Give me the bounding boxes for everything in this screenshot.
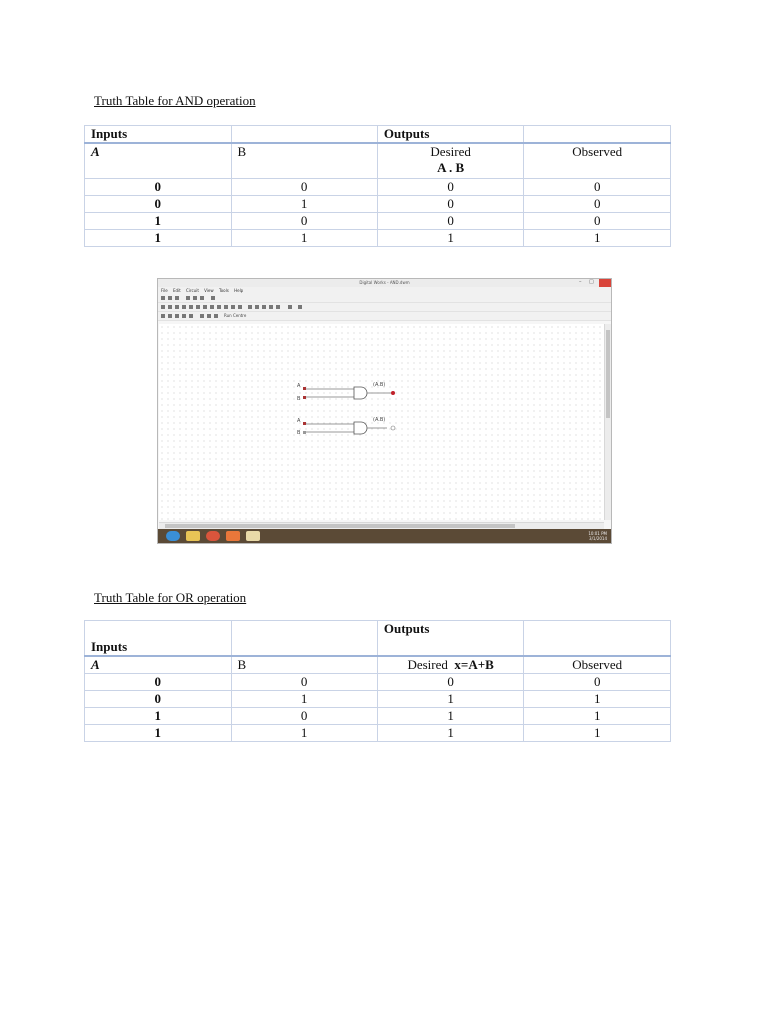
header-empty	[524, 621, 671, 657]
close-icon[interactable]	[599, 279, 611, 287]
cell-a: 0	[85, 691, 232, 708]
wire-icon[interactable]	[248, 305, 252, 309]
cell-a: 0	[85, 179, 232, 196]
minimize-icon[interactable]: –	[579, 279, 582, 285]
label-icon[interactable]	[288, 305, 292, 309]
table-row	[85, 674, 671, 691]
system-tray-clock[interactable]	[588, 531, 607, 541]
gate1-output-label: (A.B)	[373, 382, 386, 388]
cell-observed: 1	[524, 691, 671, 708]
run-centre-button[interactable]: Run Centre	[224, 313, 247, 318]
pointer-icon[interactable]	[298, 305, 302, 309]
col-observed-header: Observed	[524, 656, 671, 674]
cell-desired: 0	[377, 196, 524, 213]
gate2-switch-a[interactable]	[303, 422, 306, 425]
toolbar-file	[158, 294, 611, 303]
gate2-input-a-label: A	[297, 418, 301, 424]
desired-expression: x=A+B	[454, 657, 494, 672]
menu-bar	[158, 287, 611, 294]
header-empty	[231, 126, 377, 144]
toolbar-gates	[158, 303, 611, 312]
cell-desired: 0	[377, 674, 524, 691]
menu-help[interactable]: Help	[234, 288, 244, 293]
pause-icon[interactable]	[168, 314, 172, 318]
cell-desired: 1	[377, 725, 524, 742]
col-observed-header: Observed	[524, 143, 671, 179]
menu-tools[interactable]: Tools	[218, 288, 229, 293]
cell-observed: 1	[524, 708, 671, 725]
gate1-input-b-label: B	[297, 396, 301, 402]
new-icon[interactable]	[161, 296, 165, 300]
open-icon[interactable]	[168, 296, 172, 300]
ie-icon[interactable]	[166, 531, 180, 541]
hand-icon[interactable]	[200, 314, 204, 318]
header-empty	[524, 126, 671, 144]
col-b-header: B	[231, 656, 377, 674]
text-icon[interactable]	[276, 305, 280, 309]
header-outputs: Outputs	[377, 126, 524, 144]
window-titlebar	[158, 279, 611, 287]
cell-a: 1	[85, 708, 232, 725]
media-player-icon[interactable]	[226, 531, 240, 541]
table-row	[85, 230, 671, 247]
cell-b: 1	[231, 691, 377, 708]
tray-date: 3/1/2014	[589, 536, 607, 541]
print-icon[interactable]	[211, 296, 215, 300]
nor-gate-icon[interactable]	[189, 305, 193, 309]
table-row	[85, 691, 671, 708]
header-inputs: Inputs	[85, 621, 232, 657]
cell-b: 0	[231, 674, 377, 691]
cell-a: 0	[85, 674, 232, 691]
col-desired-header	[377, 656, 524, 674]
led-icon[interactable]	[262, 305, 266, 309]
menu-view[interactable]: View	[204, 288, 214, 293]
cell-a: 1	[85, 213, 232, 230]
buffer-icon[interactable]	[203, 305, 207, 309]
windows-taskbar	[158, 529, 611, 543]
cell-a: 0	[85, 196, 232, 213]
desired-label: Desired	[407, 657, 448, 672]
gate2-output-led	[391, 426, 395, 430]
cell-b: 0	[231, 708, 377, 725]
toolbar-run	[158, 312, 611, 321]
counter-icon[interactable]	[217, 305, 221, 309]
gate1-input-a-label: A	[297, 383, 301, 389]
vertical-scrollbar[interactable]	[604, 324, 611, 520]
folder-icon[interactable]	[186, 531, 200, 541]
cell-b: 1	[231, 725, 377, 742]
cell-desired: 1	[377, 691, 524, 708]
circuit-canvas[interactable]	[159, 324, 604, 520]
digital-works-icon[interactable]	[246, 531, 260, 541]
copy-icon[interactable]	[193, 296, 197, 300]
desired-label: Desired	[430, 144, 471, 159]
cell-a: 1	[85, 725, 232, 742]
header-empty	[231, 621, 377, 657]
save-icon[interactable]	[175, 296, 179, 300]
or-truth-table	[84, 620, 671, 742]
xor-gate-icon[interactable]	[175, 305, 179, 309]
table-row	[85, 179, 671, 196]
nand-gate-icon[interactable]	[182, 305, 186, 309]
stop-icon[interactable]	[175, 314, 179, 318]
col-a-header: A	[85, 143, 232, 179]
gate2-output-label: (A.B)	[373, 417, 386, 423]
gate1-switch-b[interactable]	[303, 396, 306, 399]
table-row	[85, 213, 671, 230]
header-inputs: Inputs	[85, 126, 232, 144]
desired-expression: A . B	[437, 160, 465, 175]
col-a-header: A	[85, 656, 232, 674]
cell-desired: 1	[377, 708, 524, 725]
table-row	[85, 196, 671, 213]
menu-circuit[interactable]: Circuit	[186, 288, 199, 293]
gate2-switch-b[interactable]	[303, 431, 306, 434]
cell-b: 0	[231, 213, 377, 230]
cell-desired: 0	[377, 213, 524, 230]
or-gate-icon[interactable]	[168, 305, 172, 309]
and-gate-icon[interactable]	[161, 305, 165, 309]
paste-icon[interactable]	[200, 296, 204, 300]
cell-a: 1	[85, 230, 232, 247]
col-desired-header	[377, 143, 524, 179]
gate2-input-b-label: B	[297, 430, 301, 436]
header-outputs: Outputs	[377, 621, 524, 657]
magic-wand-icon[interactable]	[214, 314, 218, 318]
tray-time: 10:01 PM	[588, 531, 607, 536]
cell-observed: 1	[524, 725, 671, 742]
window-title: Digital Works - AND.dwm	[359, 280, 410, 285]
cell-observed: 0	[524, 213, 671, 230]
memory-icon[interactable]	[231, 305, 235, 309]
gate1-switch-a[interactable]	[303, 387, 306, 390]
zoom-icon[interactable]	[207, 314, 211, 318]
or-table-title: Truth Table for OR operation	[94, 590, 247, 605]
horizontal-scrollbar[interactable]	[159, 522, 604, 529]
clock-icon[interactable]	[238, 305, 242, 309]
cell-observed: 1	[524, 230, 671, 247]
play-icon[interactable]	[161, 314, 165, 318]
cell-observed: 0	[524, 179, 671, 196]
gate1-output-led	[391, 391, 395, 395]
and-table-title: Truth Table for AND operation	[94, 93, 256, 108]
and-gate-2[interactable]	[299, 417, 399, 441]
cell-observed: 0	[524, 196, 671, 213]
table-row	[85, 725, 671, 742]
probe-icon[interactable]	[255, 305, 259, 309]
digital-works-screenshot	[157, 278, 612, 544]
and-gate-1[interactable]	[299, 382, 399, 406]
cell-b: 0	[231, 179, 377, 196]
cell-b: 1	[231, 230, 377, 247]
menu-edit[interactable]: Edit	[172, 288, 181, 293]
and-truth-table	[84, 125, 671, 247]
switch-icon[interactable]	[269, 305, 273, 309]
cell-observed: 0	[524, 674, 671, 691]
reset-icon[interactable]	[189, 314, 193, 318]
step-icon[interactable]	[182, 314, 186, 318]
flipflop-icon[interactable]	[210, 305, 214, 309]
menu-file[interactable]: File	[161, 288, 168, 293]
chrome-icon[interactable]	[206, 531, 220, 541]
cell-b: 1	[231, 196, 377, 213]
register-icon[interactable]	[224, 305, 228, 309]
cut-icon[interactable]	[186, 296, 190, 300]
not-gate-icon[interactable]	[196, 305, 200, 309]
table-row	[85, 708, 671, 725]
col-b-header: B	[231, 143, 377, 179]
cell-desired: 0	[377, 179, 524, 196]
maximize-icon[interactable]: □	[589, 279, 594, 285]
cell-desired: 1	[377, 230, 524, 247]
